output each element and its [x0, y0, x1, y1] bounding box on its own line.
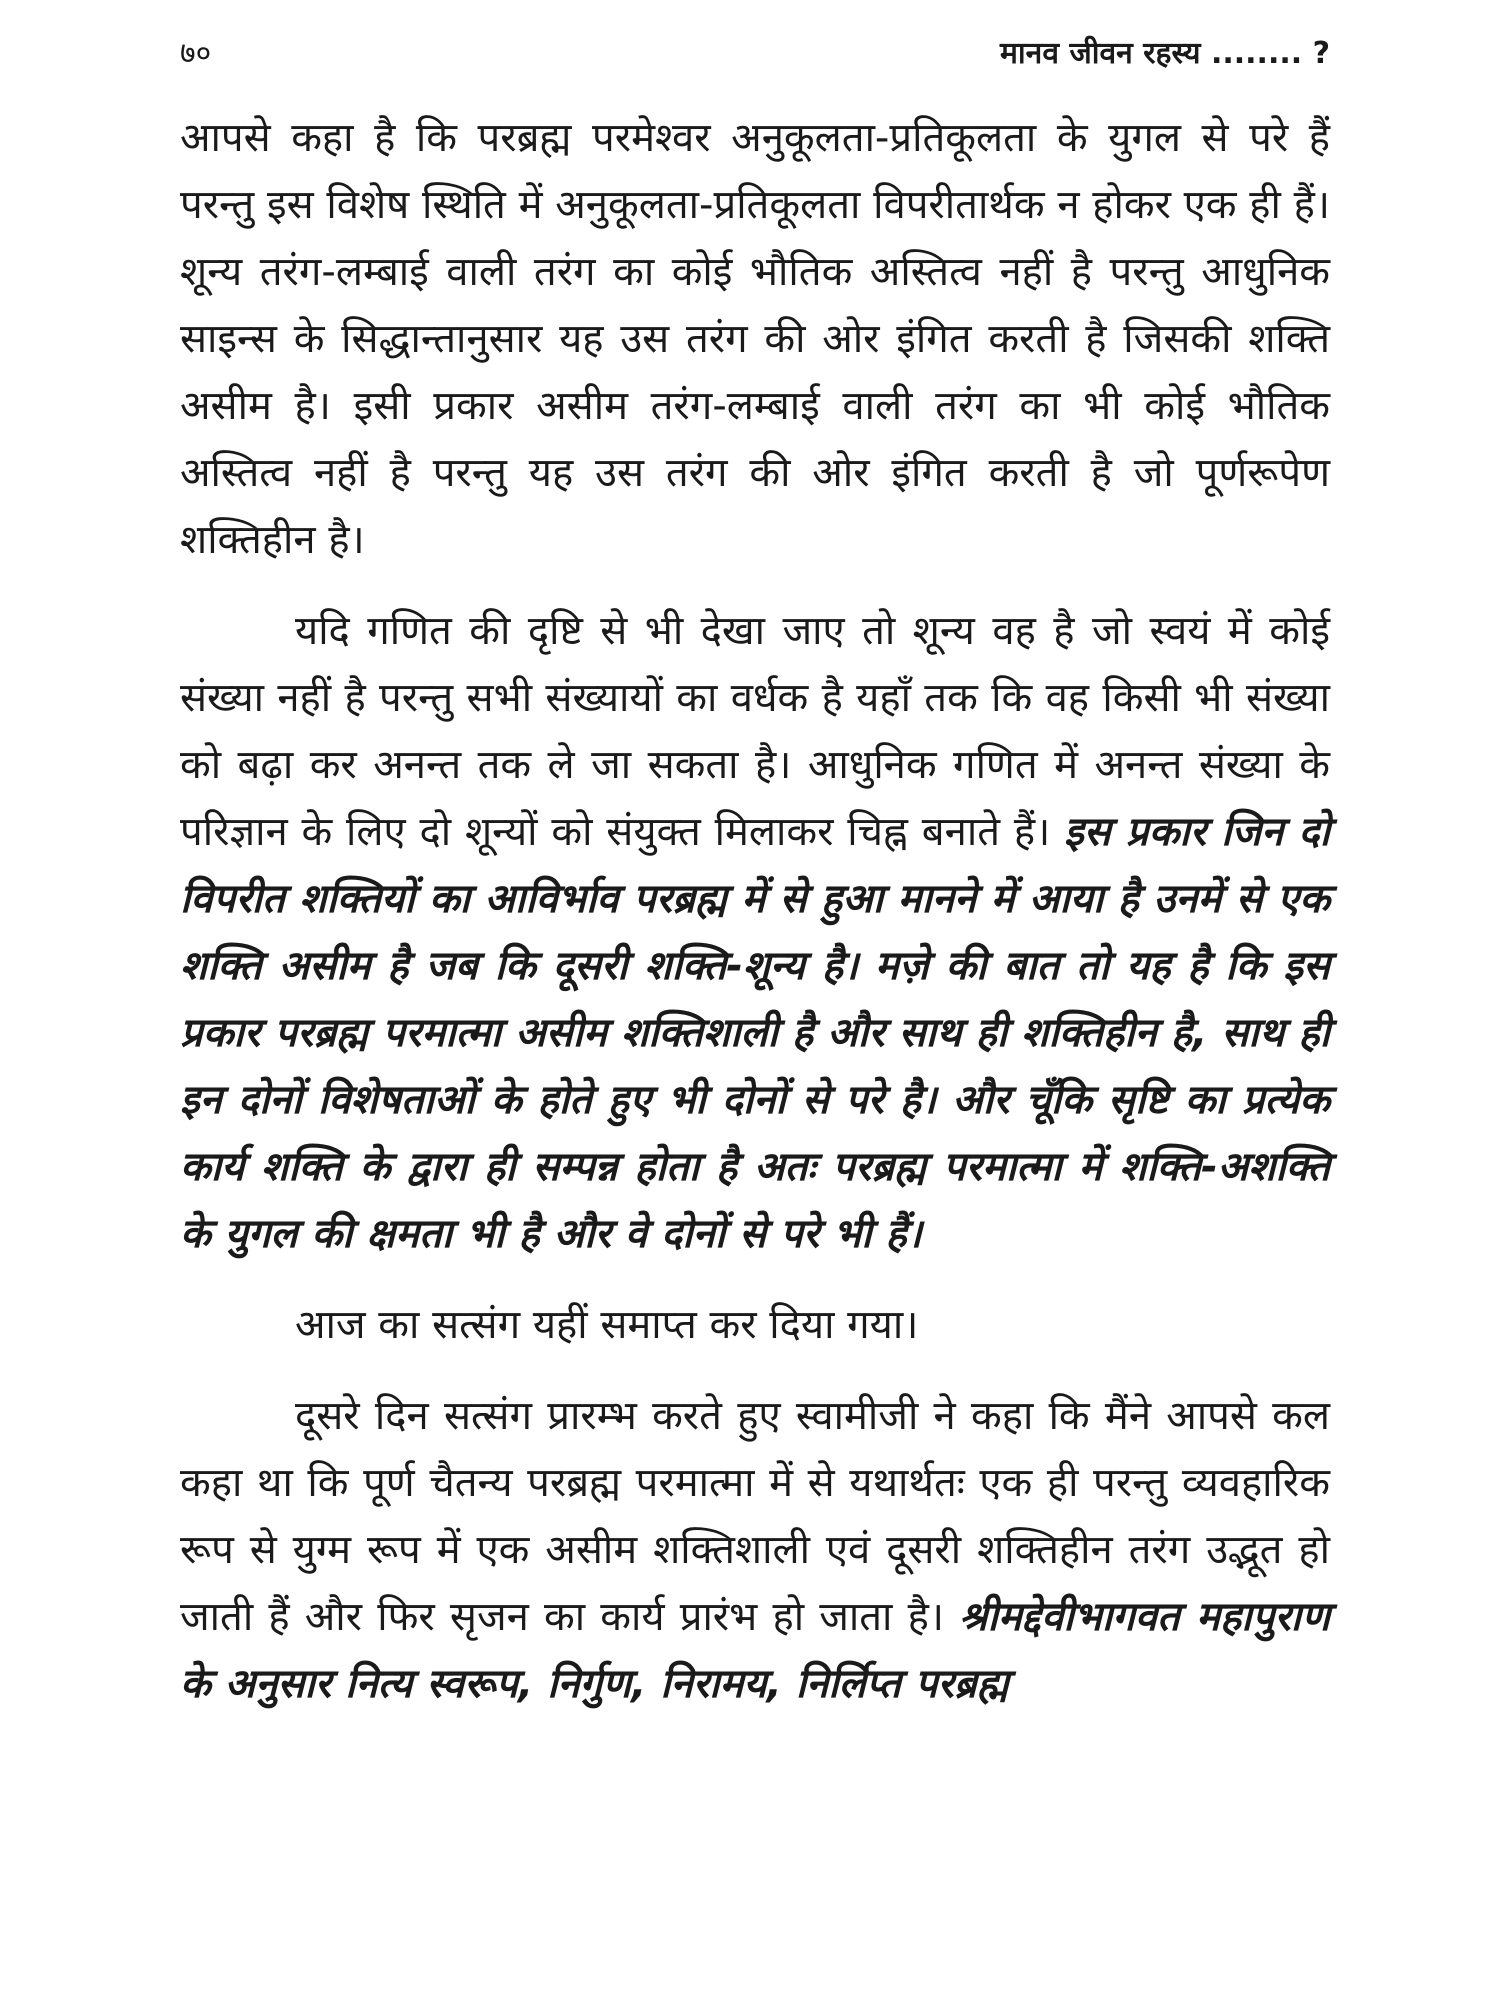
page-number: ७०	[180, 36, 212, 71]
page-header	[180, 28, 1330, 80]
paragraph-3-text: आज का सत्संग यहीं समाप्त कर दिया गया।	[295, 1302, 919, 1348]
paragraph-3	[180, 1292, 1330, 1359]
paragraph-2-emphasis: इस प्रकार जिन दो विपरीत शक्तियों का आविर्भाव परब्रह्म में से हुआ मानने में आया है उनमें से एक शक्ति असीम है जब कि दूसरी शक्ति-शून्य है। मज़े की बात तो यह है कि इस प्रकार परब्रह्म परमात्मा असीम शक्तिशाली है और साथ ही शक्तिहीन है, साथ ही इन दोनों विशेषताओं के होते हुए भी दोनों से परे है। और चूँकि सृष्टि का प्रत्येक कार्य शक्ति के द्वारा ही सम्पन्न होता है अतः परब्रह्म परमात्मा में शक्ति-अशक्ति के युगल की क्षमता भी है और वे दोनों से परे भी हैं।	[180, 809, 1331, 1257]
paragraph-4	[180, 1383, 1330, 1718]
paragraph-2	[180, 598, 1330, 1268]
paragraph-4-emphasis: श्रीमद्देवीभागवत महापुराण के अनुसार नित्य स्वरूप, निर्गुण, निरामय, निर्लिप्त परब्रह्म	[180, 1594, 1331, 1707]
running-title: मानव जीवन रहस्य ........ ?	[999, 36, 1330, 71]
paragraph-4-text: दूसरे दिन सत्संग प्रारम्भ करते हुए स्वामीजी ने कहा कि मैंने आपसे कल कहा था कि पूर्ण चैतन्य परब्रह्म परमात्मा में से यथार्थतः एक ही परन्तु व्यवहारिक रूप से युग्म रूप में एक असीम शक्तिशाली एवं दूसरी शक्तिहीन तरंग उद्भूत हो जाती हैं और फिर सृजन का कार्य प्रारंभ हो जाता है।	[180, 1393, 1330, 1640]
paragraph-2-text: यदि गणित की दृष्टि से भी देखा जाए तो शून्य वह है जो स्वयं में कोई संख्या नहीं है परन्तु सभी संख्यायों का वर्धक है यहाँ तक कि वह किसी भी संख्या को बढ़ा कर अनन्त तक ले जा सकता है। आधुनिक गणित में अनन्त संख्या के परिज्ञान के लिए दो शून्यों को संयुक्त मिलाकर चिह्न बनाते हैं।	[180, 608, 1330, 855]
paragraph-1-text: आपसे कहा है कि परब्रह्म परमेश्वर अनुकूलता-प्रतिकूलता के युगल से परे हैं परन्तु इस विशेष स्थिति में अनुकूलता-प्रतिकूलता विपरीतार्थक न होकर एक ही हैं। शून्य तरंग-लम्बाई वाली तरंग का कोई भौतिक अस्तित्व नहीं है परन्तु आधुनिक साइन्स के सिद्धान्तानुसार यह उस तरंग की ओर इंगित करती है जिसकी शक्ति असीम है। इसी प्रकार असीम तरंग-लम्बाई वाली तरंग का भी कोई भौतिक अस्तित्व नहीं है परन्तु यह उस तरंग की ओर इंगित करती है जो पूर्णरूपेण शक्तिहीन है।	[180, 115, 1330, 563]
paragraph-1	[180, 105, 1330, 574]
page-body	[180, 105, 1330, 1718]
